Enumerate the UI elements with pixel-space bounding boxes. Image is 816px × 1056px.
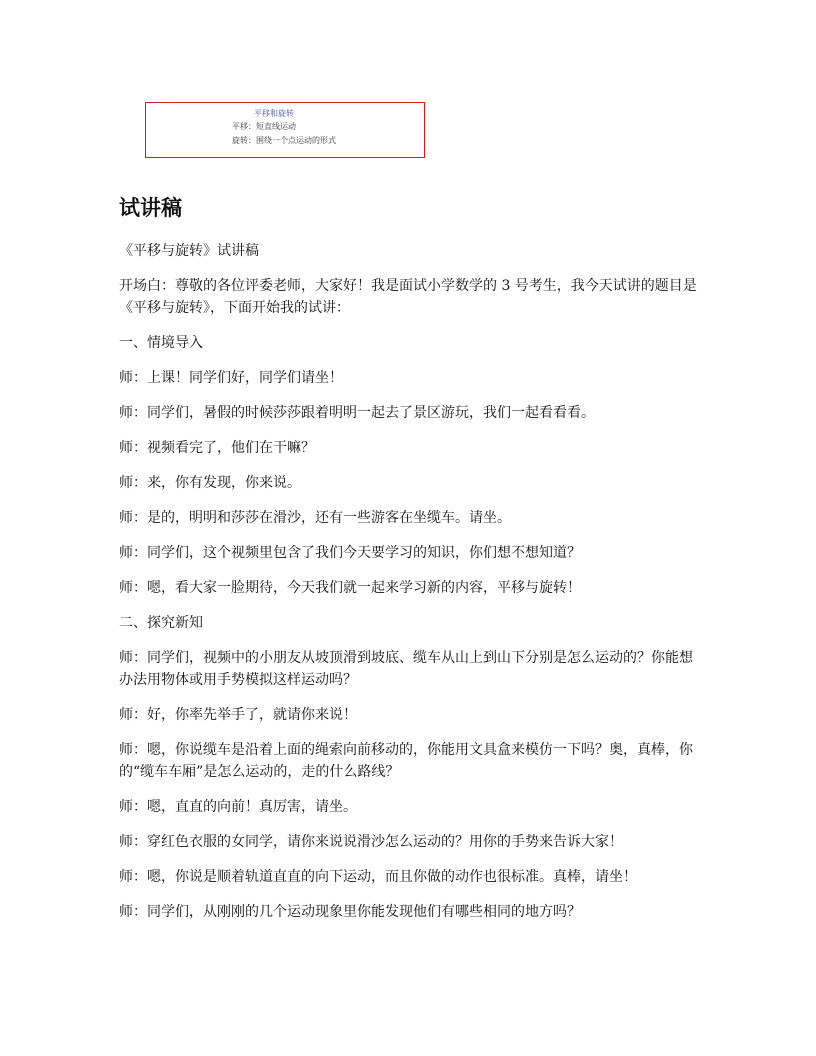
document-body	[119, 240, 699, 936]
section-heading: 一、情境导入	[119, 335, 203, 351]
paragraph: 师：视频看完了，他们在干嘛？	[119, 440, 315, 456]
board-line-rotation: 旋转：围绕一个点运动的形式	[232, 136, 336, 145]
section-heading: 二、探究新知	[119, 615, 203, 631]
paragraph: 师：同学们，从刚刚的几个运动现象里你能发现他们有哪些相同的地方吗？	[119, 904, 581, 920]
paragraph: 师：嗯，你说缆车是沿着上面的绳索向前移动的，你能用文具盒来模仿一下吗？奥，真棒，你的“缆车车厢”是怎么运动的，走的什么路线？	[119, 742, 693, 780]
paragraph: 开场白：尊敬的各位评委老师，大家好！我是面试小学数学的 3 号考生，我今天试讲的题目是《平移与旋转》，下面开始我的试讲：	[119, 278, 697, 316]
document-title: 试讲稿	[119, 196, 182, 220]
paragraph: 师：嗯，看大家一脸期待，今天我们就一起来学习新的内容，平移与旋转！	[119, 580, 581, 596]
paragraph: 师：同学们，视频中的小朋友从坡顶滑到坡底、缆车从山上到山下分别是怎么运动的？你能想办法用物体或用手势模拟这样运动吗？	[119, 650, 693, 688]
paragraph: 师：穿红色衣服的女同学，请你来说说滑沙怎么运动的？用你的手势来告诉大家！	[119, 834, 623, 850]
paragraph: 《平移与旋转》试讲稿	[119, 243, 259, 259]
board-title: 平移和旋转	[254, 109, 294, 118]
paragraph: 师：嗯，直直的向前！真厉害，请坐。	[119, 799, 357, 815]
paragraph: 师：好，你率先举手了，就请你来说！	[119, 707, 357, 723]
paragraph: 师：嗯，你说是顺着轨道直直的向下运动，而且你做的动作也很标准。真棒，请坐！	[119, 869, 637, 885]
paragraph: 师：上课！同学们好，同学们请坐！	[119, 370, 343, 386]
paragraph: 师：同学们，这个视频里包含了我们今天要学习的知识，你们想不想知道？	[119, 545, 581, 561]
paragraph: 师：同学们，暑假的时候莎莎跟着明明一起去了景区游玩，我们一起看看看。	[119, 405, 595, 421]
board-line-translation: 平移：短直线运动	[232, 122, 296, 131]
paragraph: 师：来，你有发现，你来说。	[119, 475, 301, 491]
paragraph: 师：是的，明明和莎莎在滑沙，还有一些游客在坐缆车。请坐。	[119, 510, 511, 526]
blackboard-design-box	[145, 102, 425, 158]
